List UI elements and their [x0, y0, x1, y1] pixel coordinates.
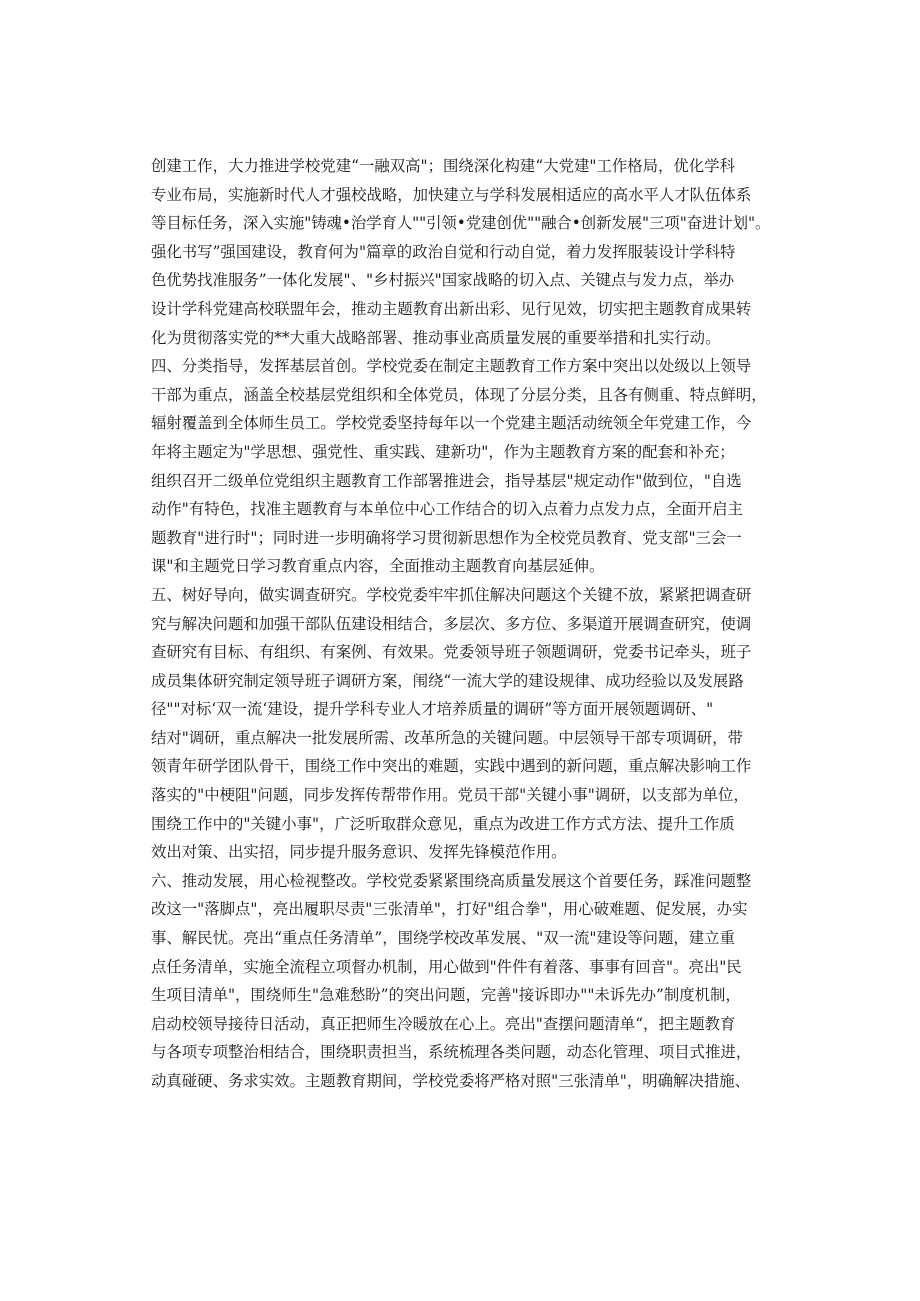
text-line: 径""对标‘双一流‘建设，提升学科专业人才培养质量的调研”等方面开展领题调研、"	[151, 700, 714, 719]
text-line: 结对"调研，重点解决一批发展所需、改革所急的关键问题。中层领导干部专项调研，带	[151, 728, 743, 747]
text-line: 设计学科党建高校联盟年会，推动主题教育出新出彩、见行见效，切实把主题教育成果转	[151, 299, 752, 318]
text-line: 事、解民忧。亮出“重点任务清单”，围绕学校改革发展、"双一流"建设等问题，建立重	[151, 929, 735, 948]
text-line: 动真碰硬、务求实效。主题教育期间，学校党委将严格对照"三张清单"，明确解决措施、	[151, 1072, 751, 1090]
text-line: 查研究有目标、有组织、有案例、有效果。党委领导班子领题调研，党委书记牵头，班子	[151, 643, 752, 662]
text-line: 围绕工作中的"关键小事"，广泛听取群众意见，重点为改进工作方式方法、提升工作质	[151, 814, 735, 833]
text-line: 年将主题定为"学思想、强党性、重实践、建新功"，作为主题教育方案的配套和补充；	[151, 442, 735, 461]
text-line: 题教育"进行时"；同时进一步明确将学习贯彻新思想作为全校党员教育、党支部"三会一	[151, 528, 742, 547]
text-line: 创建工作，大力推进学校党建“一融双高"；围绕深化构建“大党建"工作格局，优化学科	[151, 157, 735, 175]
text-line: 组织召开二级单位党组织主题教育工作部署推进会，指导基层"规定动作"做到位，"自选	[151, 471, 742, 490]
section-heading-line: 五、树好导向，做实调查研究。学校党委牢牢抓住解决问题这个关键不放，紧紧把调查研	[151, 585, 752, 604]
text-line: 干部为重点，涵盖全校基层党组织和全体党员，体现了分层分类，且各有侧重、特点鲜明，	[151, 385, 767, 404]
text-line: 专业布局，实施新时代人才强校战略，加快建立与学科发展相适应的高水平人才队伍体系	[151, 185, 752, 204]
text-line: 成员集体研究制定领导班子调研方案，闱绕“一流大学的建设规律、成功经验以及发展路	[151, 671, 744, 690]
text-line: 化为贯彻落实党的**大重大战略部署、推动事业高质量发展的重要举措和扎实行动。	[151, 328, 721, 347]
section-heading-line: 六、推动发展，用心检视整改。学校党委紧紧围绕高质量发展这个首要任务，踩准问题整	[151, 871, 752, 890]
text-line: 启动校领导接待日活动，真正把师生冷暖放在心上。亮出"查摆问题清单“，把主题教育	[151, 1014, 736, 1033]
text-line: 辐射覆盖到全体师生员工。学校党委坚持每年以一个党建主题活动统领全年党建工作，今	[151, 414, 752, 433]
text-line: 课"和主题党日学习教育重点内容，全面推动主题教育向基层延伸。	[151, 557, 605, 576]
text-line: 点任务清单，实施全流程立项督办机制，用心做到"件件有着落、事事有回音"。亮出"民	[151, 957, 742, 976]
text-line: 动作"有特色，找准主题教育与本单位中心工作结合的切入点着力点发力点，全面开启主	[151, 500, 743, 519]
text-line: 色优势找准服务”一体化发展"、"乡村振兴"国家战略的切入点、关键点与发力点，举办	[151, 271, 735, 290]
document-body	[151, 152, 771, 1096]
section-heading-line: 四、分类指导，发挥基层首创。学校党委在制定主题教育工作方案中突出以处级以上领导	[151, 357, 752, 376]
text-line: 究与解决问题和加强干部队伍建设相结合，多层次、多方位、多渠道开展调查研究，使调	[151, 614, 752, 633]
text-line: 效出对策、出实招，同步提升服务意识、发挥先锋模范作用。	[151, 843, 567, 862]
text-line: 强化书写”强国建设，教育何为"篇章的政治自觉和行动自觉，着力发挥服装设计学科特	[151, 242, 736, 261]
text-line: 落实的"中梗阻"问题，同步发挥传帮带作用。党员干部"关键小事"调研，以支部为单位，	[151, 786, 749, 805]
text-line: 改这一"落脚点"，亮出履职尽责"三张清单"，打好"组合拳"，用心破难题、促发展，办实	[151, 900, 748, 919]
text-line: 领青年研学团队骨干，围绕工作中突出的难题，实践中遇到的新问题，重点解决影响工作	[151, 757, 752, 776]
text-line: 等目标任务，深入实施"铸魂•治学育人""引领•党建创优""融合•创新发展"三项"奋进计划"。	[151, 214, 771, 233]
text-line: 生项目清单"，围绕师生"急难愁盼”的突出问题，完善"接诉即办""未诉先办”制度机制，	[151, 986, 741, 1005]
text-line: 与各项专项整治相结合，围绕职责担当，系统梳理各类问题，动态化管理、项目式推进，	[151, 1043, 752, 1062]
